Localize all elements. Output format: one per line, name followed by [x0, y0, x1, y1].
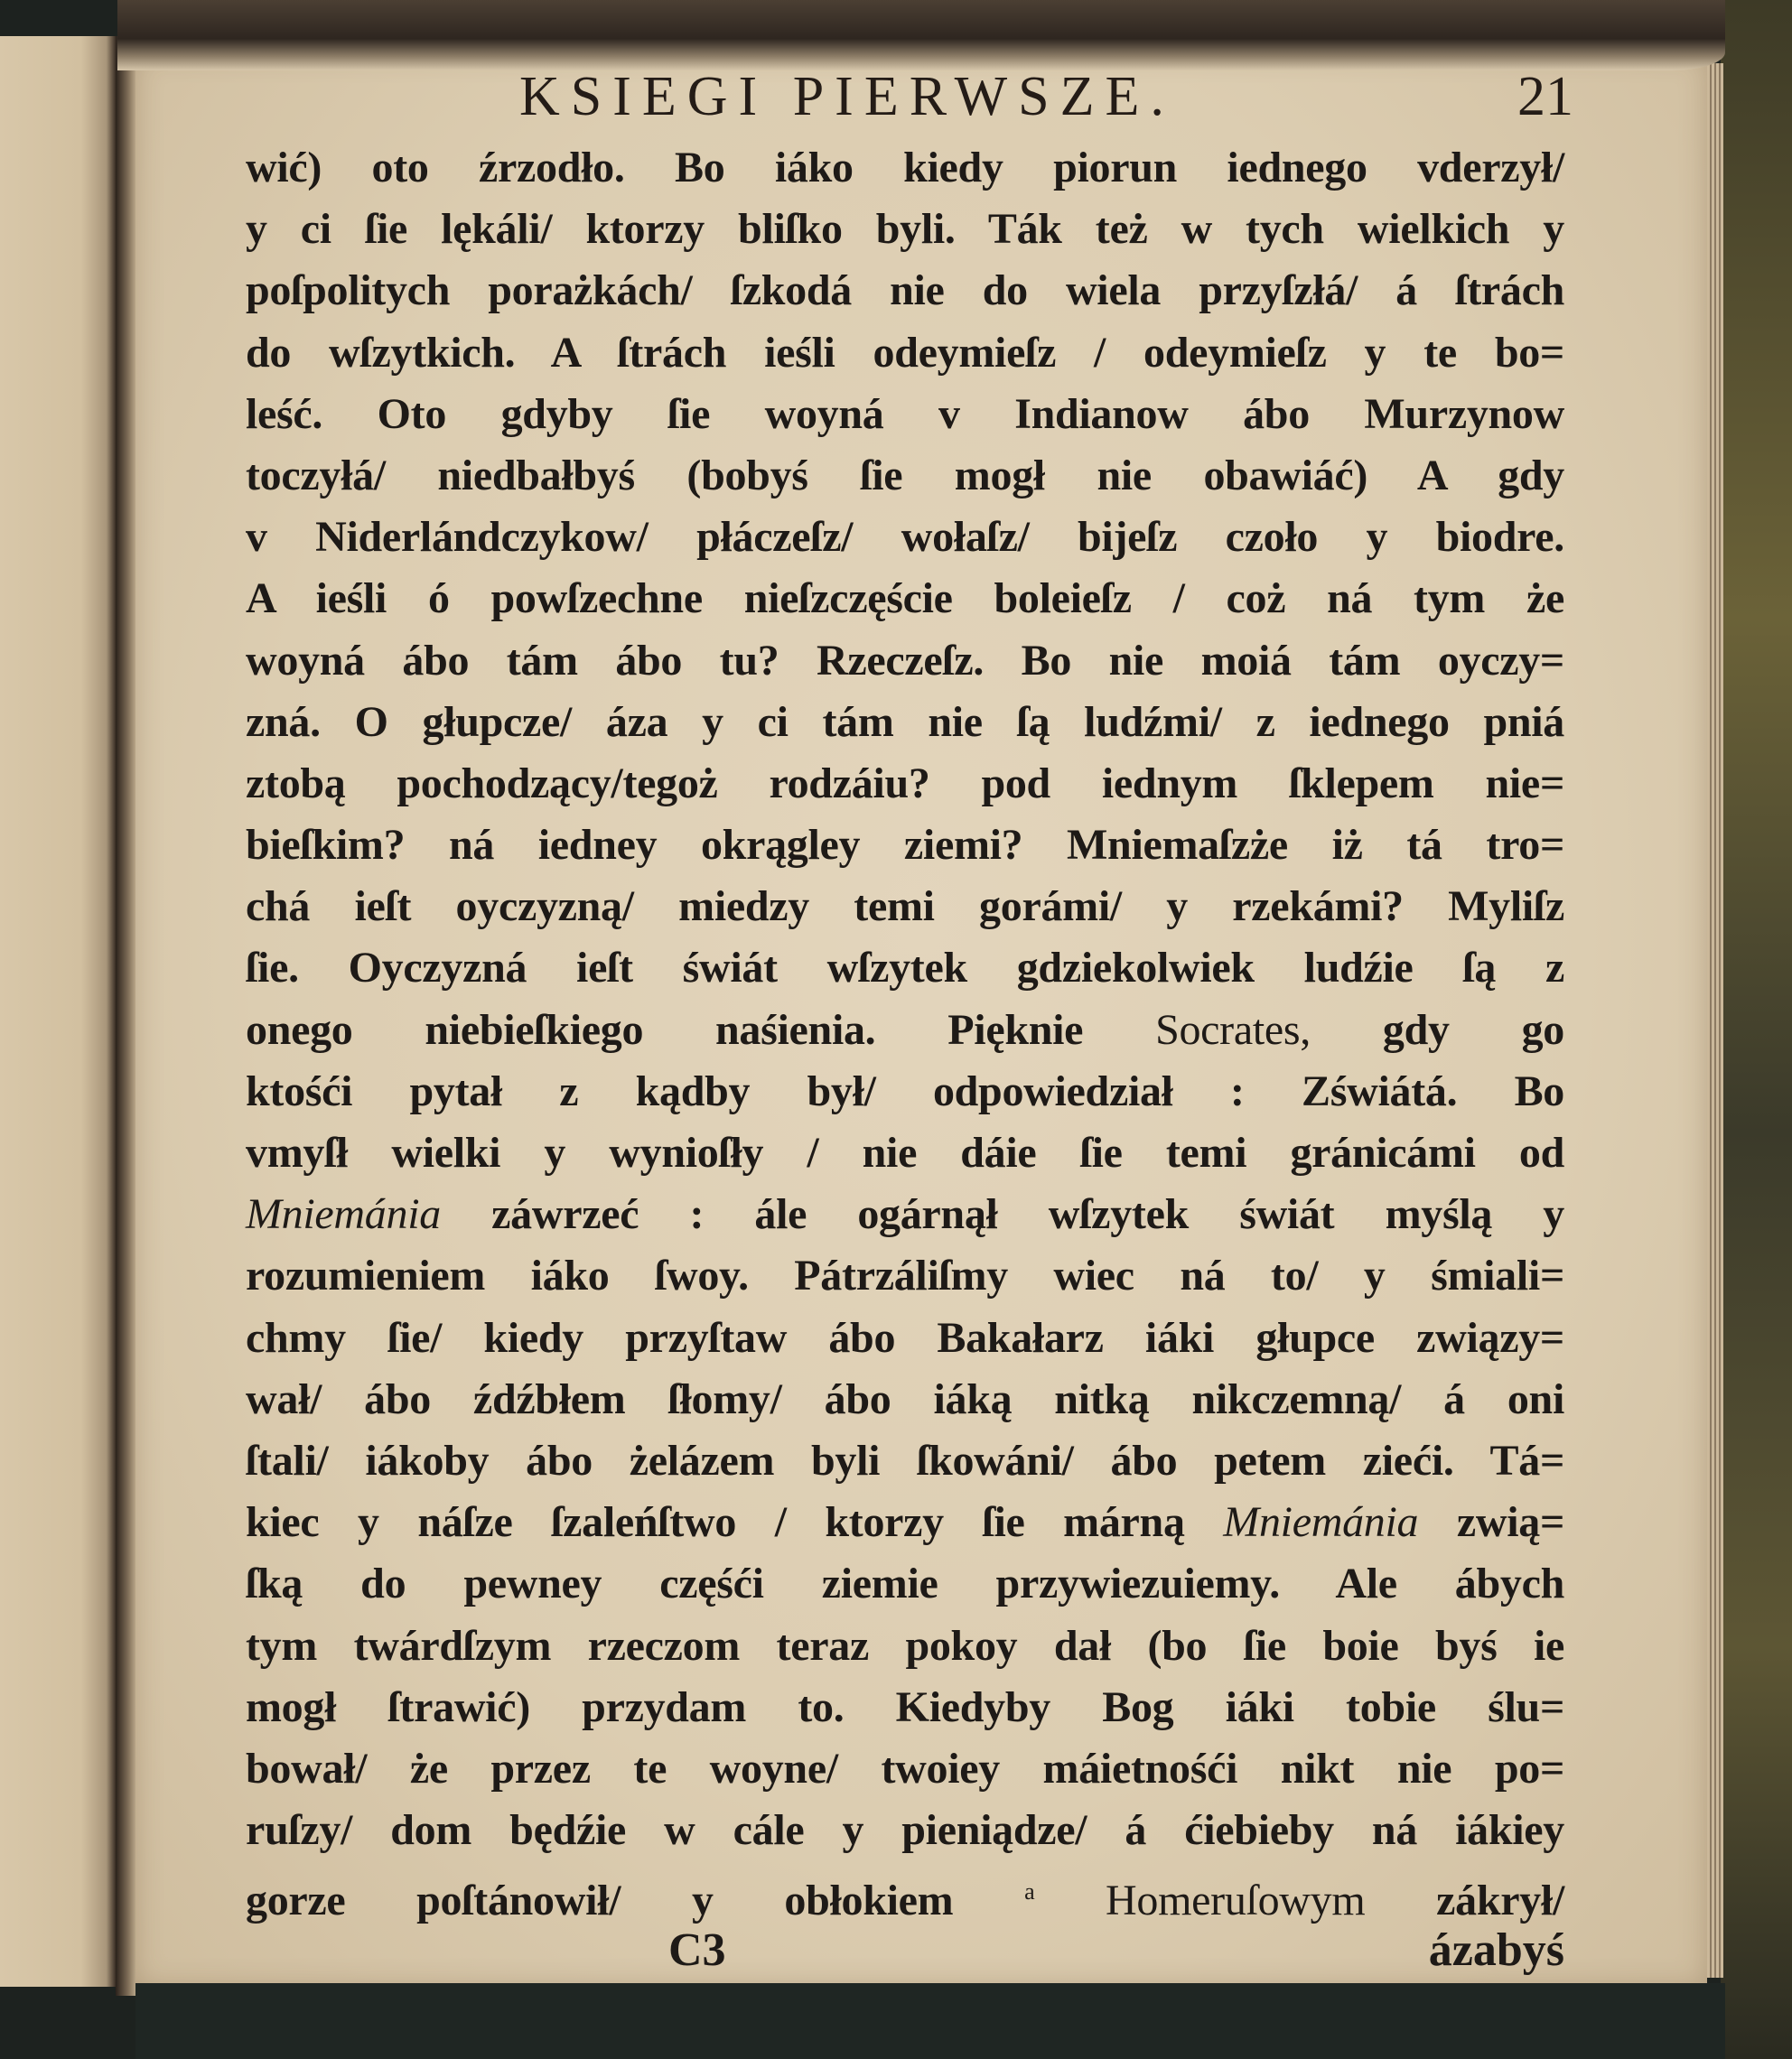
text-segment: leść. Oto gdyby ſie woyná v Indianow ábo Murzynow — [246, 389, 1564, 438]
text-segment: bieſkim? ná iedney okrągley ziemi? Mniemaſzże iż tá tro= — [246, 821, 1564, 870]
text-line — [246, 199, 1564, 260]
text-line — [246, 1492, 1564, 1553]
text-segment: zákrył/ — [1365, 1877, 1564, 1925]
text-line — [246, 260, 1564, 321]
text-segment: tym twárdſzym rzeczom teraz pokoy dał (bo ſie boie byś ie — [246, 1621, 1564, 1670]
text-line — [246, 937, 1564, 999]
text-segment: ſie. Oyczyzná ieſt świát wſzytek gdziekolwiek ludźie ſą z — [246, 944, 1564, 992]
text-line — [246, 568, 1564, 629]
italic-term: Mniemánia — [246, 1190, 441, 1239]
text-segment: Socrates, — [1155, 1005, 1311, 1054]
text-segment: A ieśli ó powſzechne nieſzczęście boleieſz / coż ná tym że — [246, 574, 1564, 623]
text-segment: ztobą pochodzący/tegoż rodzáiu? pod iednym ſklepem nie= — [246, 759, 1564, 807]
background-surface — [135, 1983, 1725, 2059]
text-segment: vmyſł wielki y wynioſły / nie dáie ſie temi gránicámi od — [246, 1129, 1564, 1177]
text-line — [246, 692, 1564, 753]
text-segment: poſpolitych porażkách/ ſzkodá nie do wiela przyſzłá/ á ſtrách — [246, 266, 1564, 315]
text-segment: onego niebieſkiego naśienia. Pięknie — [246, 1005, 1156, 1054]
catchword: ázabyś — [1428, 1924, 1564, 1976]
text-segment: zná. O głupcze/ áza y ci tám nie ſą ludźmi/ z iednego pniá — [246, 697, 1564, 746]
text-line — [246, 1184, 1564, 1245]
text-segment: ſką do pewney częśći ziemie przywiezuiemy. Ale ábych — [246, 1560, 1564, 1608]
text-line — [246, 1430, 1564, 1492]
text-line — [246, 384, 1564, 445]
text-segment: v Niderlándczykow/ płáczeſz/ wołaſz/ bijeſz czoło y biodre. — [246, 513, 1564, 562]
text-line — [246, 1061, 1564, 1123]
text-line — [246, 1308, 1564, 1369]
text-line — [246, 1553, 1564, 1615]
text-segment: kiec y náſze ſzaleńſtwo / ktorzy ſie márną — [246, 1498, 1224, 1547]
text-line — [246, 507, 1564, 568]
text-line — [246, 1245, 1564, 1307]
text-segment: Homeruſowym — [1034, 1877, 1366, 1925]
body-text — [246, 137, 1564, 1923]
text-line — [246, 1000, 1564, 1061]
book-gutter — [116, 36, 135, 1996]
text-segment: ruſzy/ dom będźie w cále y pieniądze/ á ćiebieby ná iákiey — [246, 1806, 1564, 1855]
page-number: 21 — [1517, 66, 1573, 127]
text-segment: gorze poſtánowił/ y obłokiem — [246, 1877, 1025, 1925]
text-segment: y ci ſie lękáli/ ktorzy bliſko byli. Ták też w tych wielkich y — [246, 205, 1564, 254]
text-segment: wał/ ábo źdźbłem ſłomy/ ábo iáką nitką nikczemną/ á oni — [246, 1374, 1564, 1423]
text-line — [246, 753, 1564, 815]
text-line — [246, 1738, 1564, 1800]
text-segment: woyná ábo tám ábo tu? Rzeczeſz. Bo nie moiá tám oyczy= — [246, 636, 1564, 685]
signature-mark: C3 — [668, 1924, 726, 1976]
italic-term: Mniemánia — [1223, 1498, 1419, 1547]
text-segment: chá ieſt oyczyzną/ miedzy temi gorámi/ y rzekámi? Myliſz — [246, 882, 1564, 931]
text-line — [246, 1800, 1564, 1861]
text-segment: wić) oto źrzodło. Bo iáko kiedy piorun iednego vderzył/ — [246, 144, 1564, 191]
text-line — [246, 1616, 1564, 1677]
text-line — [246, 630, 1564, 692]
text-line — [246, 1677, 1564, 1738]
text-line — [246, 322, 1564, 384]
text-segment: ſtali/ iákoby ábo żelázem byli ſkowáni/ ábo petem zieći. Tá= — [246, 1436, 1564, 1485]
text-segment: gdy go — [1311, 1005, 1564, 1054]
text-segment: toczyłá/ niedbałbyś (bobyś ſie mogł nie obawiáć) A gdy — [246, 451, 1564, 499]
text-segment: zwią= — [1418, 1498, 1564, 1547]
text-segment: a — [1024, 1878, 1035, 1905]
text-line — [246, 1123, 1564, 1184]
text-segment: ktośći pytał z kądby był/ odpowiedział : Zświátá. Bo — [246, 1067, 1564, 1115]
text-line — [246, 815, 1564, 876]
text-line — [246, 137, 1564, 199]
text-segment: bował/ że przez te woyne/ twoiey máietnośći nikt nie po= — [246, 1744, 1564, 1793]
text-segment: chmy ſie/ kiedy przyſtaw ábo Bakałarz iáki głupce związy= — [246, 1313, 1564, 1362]
text-line — [246, 876, 1564, 937]
text-segment: rozumieniem iáko ſwoy. Pátrzáliſmy wiec ná to/ y śmiali= — [246, 1252, 1564, 1300]
marbled-cover — [1721, 0, 1792, 2059]
running-head: KSIEGI PIERWSZE. — [519, 66, 1175, 127]
text-line — [246, 445, 1564, 507]
text-line — [246, 1861, 1564, 1923]
text-segment: do wſzytkich. A ſtrách ieśli odeymieſz / odeymieſz y te bo= — [246, 328, 1564, 377]
text-segment: mogł ſtrawić) przydam to. Kiedyby Bog iáki tobie ślu= — [246, 1682, 1564, 1731]
facing-page-edge — [0, 36, 116, 1987]
text-line — [246, 1369, 1564, 1430]
binding-shadow — [117, 0, 1725, 70]
text-segment: záwrzeć : ále ogárnął wſzytek świát myślą y — [440, 1190, 1564, 1239]
